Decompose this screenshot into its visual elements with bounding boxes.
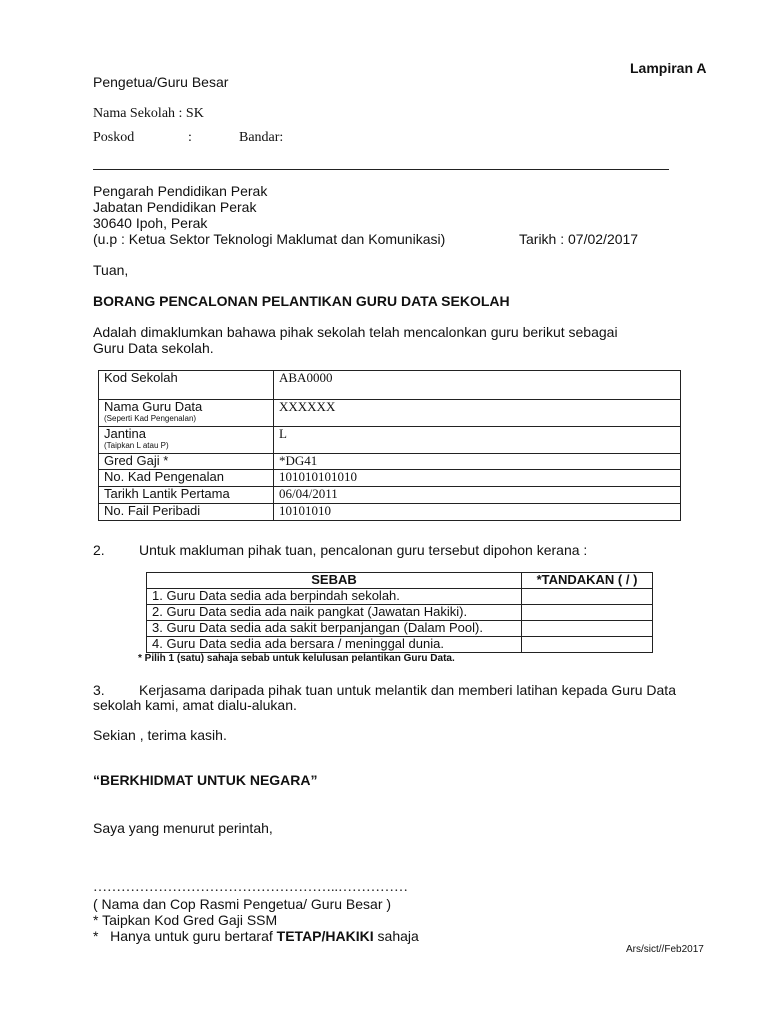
recipient-line1: Pengarah Pendidikan Perak bbox=[93, 183, 268, 199]
letter-date: Tarikh : 07/02/2017 bbox=[519, 231, 639, 247]
table-header-row bbox=[147, 573, 653, 589]
detail-label: Tarikh Lantik Pertama bbox=[99, 487, 274, 504]
table-row bbox=[147, 621, 653, 637]
detail-label: No. Kad Pengenalan bbox=[99, 470, 274, 487]
reason-text: 4. Guru Data sedia ada bersara / meninggal dunia. bbox=[147, 637, 522, 653]
table-row bbox=[147, 637, 653, 653]
detail-label: No. Fail Peribadi bbox=[99, 504, 274, 521]
reason-text: 1. Guru Data sedia ada berpindah sekolah. bbox=[147, 589, 522, 605]
detail-value: 06/04/2011 bbox=[274, 487, 681, 504]
bandar-label: Bandar: bbox=[239, 130, 284, 145]
reason-checkbox[interactable] bbox=[522, 589, 653, 605]
details-table bbox=[98, 370, 681, 521]
reason-text: 3. Guru Data sedia ada sakit berpanjangan (Dalam Pool). bbox=[147, 621, 522, 637]
note-tetap-pre: * Hanya untuk guru bertaraf bbox=[93, 928, 277, 944]
note-tetap-bold: TETAP/HAKIKI bbox=[276, 928, 374, 944]
poskod-colon: : bbox=[188, 130, 192, 145]
table-row bbox=[99, 427, 681, 454]
table-row bbox=[99, 470, 681, 487]
detail-value: XXXXXX bbox=[274, 400, 681, 427]
signature-line: ……………………………………………..…………… bbox=[93, 880, 408, 895]
table-row bbox=[99, 504, 681, 521]
col-sebab: SEBAB bbox=[147, 573, 522, 589]
intro-line1: Adalah dimaklumkan bahawa pihak sekolah telah mencalonkan guru berikut sebagai bbox=[93, 324, 618, 340]
table-row bbox=[99, 371, 681, 400]
reason-checkbox[interactable] bbox=[522, 637, 653, 653]
signature-name: ( Nama dan Cop Rasmi Pengetua/ Guru Besar ) bbox=[93, 896, 392, 912]
motto: “BERKHIDMAT UNTUK NEGARA” bbox=[93, 772, 318, 788]
recipient-line3: 30640 Ipoh, Perak bbox=[93, 215, 208, 231]
reason-checkbox[interactable] bbox=[522, 621, 653, 637]
table-row bbox=[99, 400, 681, 427]
recipient-line2: Jabatan Pendidikan Perak bbox=[93, 199, 257, 215]
form-title: BORANG PENCALONAN PELANTIKAN GURU DATA SEKOLAH bbox=[93, 293, 510, 309]
note-gred: * Taipkan Kod Gred Gaji SSM bbox=[93, 912, 278, 928]
detail-value: *DG41 bbox=[274, 454, 681, 470]
reason-text: 2. Guru Data sedia ada naik pangkat (Jawatan Hakiki). bbox=[147, 605, 522, 621]
note-tetap-post: sahaja bbox=[373, 928, 419, 944]
detail-value: L bbox=[274, 427, 681, 454]
detail-value: 101010101010 bbox=[274, 470, 681, 487]
lampiran-label: Lampiran A bbox=[630, 60, 707, 76]
school-name: Nama Sekolah : SK bbox=[93, 106, 204, 121]
detail-label: Jantina (Taipkan L atau P) bbox=[99, 427, 274, 454]
obedient: Saya yang menurut perintah, bbox=[93, 820, 273, 836]
detail-label: Kod Sekolah bbox=[99, 371, 274, 400]
note-tetap bbox=[93, 928, 419, 944]
col-tandakan: *TANDAKAN ( / ) bbox=[522, 573, 653, 589]
para3-line2: sekolah kami, amat dialu-alukan. bbox=[93, 697, 297, 713]
table-row bbox=[147, 589, 653, 605]
table-row bbox=[99, 487, 681, 504]
para3-line1: Kerjasama daripada pihak tuan untuk melantik dan memberi latihan kepada Guru Data bbox=[139, 682, 676, 698]
detail-value: ABA0000 bbox=[274, 371, 681, 400]
table-row bbox=[99, 454, 681, 470]
salutation: Tuan, bbox=[93, 262, 129, 278]
reason-checkbox[interactable] bbox=[522, 605, 653, 621]
table-row bbox=[147, 605, 653, 621]
closing: Sekian , terima kasih. bbox=[93, 727, 227, 743]
para2-number: 2. bbox=[93, 542, 105, 558]
intro-line2: Guru Data sekolah. bbox=[93, 340, 214, 356]
detail-label: Nama Guru Data (Seperti Kad Pengenalan) bbox=[99, 400, 274, 427]
addressee: Pengetua/Guru Besar bbox=[93, 74, 229, 90]
poskod-label: Poskod bbox=[93, 130, 135, 145]
header-divider bbox=[93, 169, 669, 170]
reasons-table bbox=[146, 572, 653, 653]
para3-number: 3. bbox=[93, 682, 105, 698]
footer-reference: Ars/sict//Feb2017 bbox=[626, 944, 704, 955]
detail-label: Gred Gaji * bbox=[99, 454, 274, 470]
reasons-note: * Pilih 1 (satu) sahaja sebab untuk kelulusan pelantikan Guru Data. bbox=[138, 653, 455, 664]
recipient-line4: (u.p : Ketua Sektor Teknologi Maklumat dan Komunikasi) bbox=[93, 231, 446, 247]
para2-text: Untuk makluman pihak tuan, pencalonan guru tersebut dipohon kerana : bbox=[139, 542, 588, 558]
detail-value: 10101010 bbox=[274, 504, 681, 521]
